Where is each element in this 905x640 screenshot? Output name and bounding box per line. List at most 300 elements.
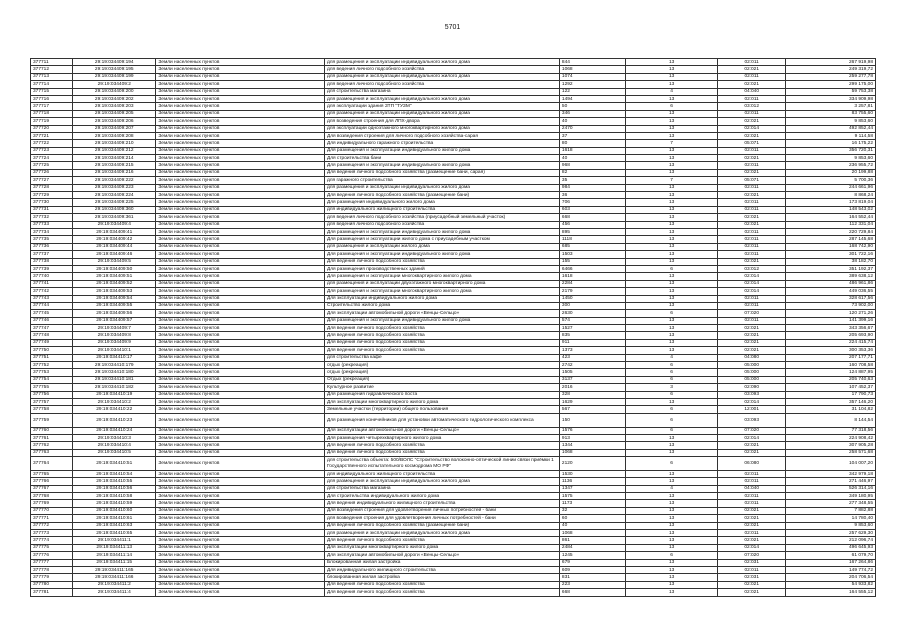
area-cell: 685 [559,243,625,250]
row-number-cell: 377745 [31,310,73,317]
table-row [31,228,876,235]
table-row [31,500,876,507]
use-code-cell: 02:021 [717,537,785,544]
area-cell: 60 [559,515,625,522]
cadastral-number-cell: 29:19:034410:54 [73,470,156,477]
cadastral-value-cell: 77 318,56 [786,427,876,434]
group-code-cell: 13 [626,280,718,287]
permitted-use-cell: для строительства магазина [324,88,559,95]
permitted-use-cell: Для ведения личного подсобного хозяйства [324,589,559,596]
permitted-use-cell: Для размещения и эксплуатации индивидуального жилого дома [324,251,559,258]
cadastral-value-cell: 300 353,36 [786,347,876,354]
table-row [31,376,876,383]
group-code-cell: 13 [626,184,718,191]
cadastral-value-cell: 496 645,93 [786,544,876,551]
cadastral-value-cell: 349 180,95 [786,493,876,500]
permitted-use-cell: Земельные участки (территории) общего пользования [324,406,559,413]
table-row [31,184,876,191]
cadastral-value-cell: 224 908,42 [786,434,876,441]
land-category-cell: Земли населенных пунктов [156,140,325,147]
use-code-cell: 02:021 [717,507,785,514]
permitted-use-cell: для индивидуального жилищного строительства [324,470,559,477]
land-category-cell: Земли населенных пунктов [156,59,325,66]
cadastral-number-cell: 29:19:034409:203 [73,103,156,110]
area-cell: 706 [559,199,625,206]
cadastral-value-cell: 244 661,96 [786,184,876,191]
cadastral-number-cell: 29:19:034409:7 [73,325,156,332]
land-category-cell: Земли населенных пунктов [156,199,325,206]
area-cell: 346 [559,110,625,117]
area-cell: 1494 [559,95,625,102]
area-cell: 1576 [559,427,625,434]
permitted-use-cell: отдых (рекреация) [324,362,559,369]
area-cell: 1245 [559,552,625,559]
group-code-cell: 13 [626,398,718,405]
row-number-cell: 377780 [31,581,73,588]
area-cell: 1347 [559,485,625,492]
table-row [31,103,876,110]
row-number-cell: 377762 [31,442,73,449]
cadastral-value-cell: 107 452,37 [786,384,876,391]
table-row [31,427,876,434]
use-code-cell: 02:021 [717,258,785,265]
permitted-use-cell: Для эксплуатации автомобильной дороги «Венцы-Сельцо» [324,427,559,434]
table-row [31,493,876,500]
area-cell: 155 [559,258,625,265]
area-cell: 2630 [559,310,625,317]
cadastral-number-cell: 29:19:034411:2 [73,581,156,588]
permitted-use-cell: Строительство жилого дома [324,302,559,309]
area-cell: 861 [559,537,625,544]
use-code-cell: 03:012 [717,103,785,110]
area-cell: 223 [559,581,625,588]
group-code-cell: 6 [626,406,718,413]
permitted-use-cell: Для размещения и эксплуатации индивидуального жилого дома [324,228,559,235]
land-category-cell: Земли населенных пунктов [156,485,325,492]
table-row [31,88,876,95]
cadastral-number-cell: 29:19:034410:55 [73,478,156,485]
use-code-cell: 05:000 [717,376,785,383]
permitted-use-cell: для возведения строения для удовлетворения личных потребностей - бани [324,515,559,522]
row-number-cell: 377757 [31,398,73,405]
row-number-cell: 377771 [31,515,73,522]
cadastral-number-cell: 29:19:034409:224 [73,192,156,199]
use-code-cell: 02:011 [717,162,785,169]
table-row [31,95,876,102]
row-number-cell: 377774 [31,537,73,544]
row-number-cell: 377756 [31,391,73,398]
permitted-use-cell: Для размещения и эксплуатации многоквартирного жилого дома [324,273,559,280]
cadastral-value-cell: 449 036,55 [786,288,876,295]
area-cell: 1292 [559,81,625,88]
table-row [31,251,876,258]
row-number-cell: 377766 [31,478,73,485]
land-category-cell: Земли населенных пунктов [156,317,325,324]
area-cell: 32 [559,507,625,514]
row-number-cell: 377741 [31,280,73,287]
use-code-cell: 02:011 [717,530,785,537]
land-category-cell: Земли населенных пунктов [156,162,325,169]
land-category-cell: Земли населенных пунктов [156,574,325,581]
permitted-use-cell: для строительства кафе [324,354,559,361]
permitted-use-cell: для размещения и эксплуатации индивидуального жилого дома [324,530,559,537]
land-category-cell: Земли населенных пунктов [156,507,325,514]
area-cell: 328 [559,391,625,398]
row-number-cell: 377723 [31,147,73,154]
cadastral-number-cell: 29:19:034409:52 [73,280,156,287]
permitted-use-cell: Для ведения личного подсобного хозяйства (размещение бани) [324,192,559,199]
group-code-cell: 13 [626,500,718,507]
land-category-cell: Земли населенных пунктов [156,391,325,398]
cadastral-value-cell: 112 331,04 [786,221,876,228]
row-number-cell: 377765 [31,470,73,477]
use-code-cell: 02:021 [717,214,785,221]
cadastral-number-cell: 29:19:034409:214 [73,155,156,162]
cadastral-number-cell: 29:19:034409:210 [73,140,156,147]
group-code-cell: 13 [626,243,718,250]
land-category-cell: Земли населенных пунктов [156,251,325,258]
permitted-use-cell: для гаражного строительства [324,177,559,184]
cadastral-value-cell: 164 555,12 [786,589,876,596]
land-category-cell: Земли населенных пунктов [156,221,325,228]
group-code-cell: 13 [626,589,718,596]
group-code-cell: 13 [626,434,718,441]
cadastral-number-cell: 29:19:034409:216 [73,169,156,176]
cadastral-number-cell: 29:19:034410:181 [73,376,156,383]
use-code-cell: 02:021 [717,66,785,73]
cadastral-value-cell: 149 774,72 [786,566,876,573]
permitted-use-cell: Для ведения личного подсобного хозяйства [324,339,559,346]
cadastral-number-cell: 29:19:034409:215 [73,162,156,169]
area-cell: 895 [559,228,625,235]
cadastral-value-cell: 212 096,74 [786,537,876,544]
table-row [31,530,876,537]
table-row [31,280,876,287]
group-code-cell: 13 [626,147,718,154]
permitted-use-cell: блокированная жилая застройка [324,574,559,581]
table-body [31,59,876,597]
cadastral-number-cell: 29:19:034410:60 [73,507,156,514]
group-code-cell: 13 [626,162,718,169]
area-cell: 1450 [559,295,625,302]
area-cell: 1344 [559,442,625,449]
table-row [31,507,876,514]
table-row [31,214,876,221]
group-code-cell: 13 [626,522,718,529]
row-number-cell: 377738 [31,258,73,265]
row-number-cell: 377737 [31,251,73,258]
area-cell: 1618 [559,273,625,280]
table-row [31,221,876,228]
group-code-cell: 13 [626,132,718,139]
cadastral-number-cell: 29:19:034409:212 [73,147,156,154]
land-category-cell: Земли населенных пунктов [156,369,325,376]
use-code-cell: 02:011 [717,147,785,154]
row-number-cell: 377711 [31,59,73,66]
row-number-cell: 377726 [31,169,73,176]
use-code-cell: 02:014 [717,273,785,280]
row-number-cell: 377748 [31,332,73,339]
cadastral-value-cell: 9 114,58 [786,132,876,139]
cadastral-number-cell: 29:19:034409:42 [73,236,156,243]
area-cell: 2742 [559,362,625,369]
cadastral-value-cell: 9 853,60 [786,155,876,162]
use-code-cell: 02:011 [717,251,785,258]
cadastral-value-cell: 343 356,67 [786,325,876,332]
group-code-cell: 13 [626,537,718,544]
table-row [31,325,876,332]
row-number-cell: 377717 [31,103,73,110]
land-category-cell: Земли населенных пунктов [156,384,325,391]
land-category-cell: Земли населенных пунктов [156,325,325,332]
use-code-cell: 07:020 [717,427,785,434]
area-cell: 913 [559,434,625,441]
cadastral-number-cell: 29:19:034410:1 [73,347,156,354]
area-cell: 1629 [559,398,625,405]
group-code-cell: 4 [626,354,718,361]
use-code-cell: 02:021 [717,449,785,456]
permitted-use-cell: Для эксплуатации автомобильной дороги «Венцы-Сельцо» [324,552,559,559]
land-category-cell: Земли населенных пунктов [156,295,325,302]
use-code-cell: 02:021 [717,589,785,596]
land-category-cell: Земли населенных пунктов [156,258,325,265]
table-row [31,177,876,184]
cadastral-value-cell: 526 314,16 [786,485,876,492]
group-code-cell: 6 [626,457,718,471]
use-code-cell: 06:080 [717,457,785,471]
land-category-cell: Земли населенных пунктов [156,228,325,235]
use-code-cell: 02:021 [717,325,785,332]
use-code-cell: 02:014 [717,125,785,132]
table-row [31,140,876,147]
group-code-cell: 13 [626,442,718,449]
land-category-cell: Земли населенных пунктов [156,66,325,73]
row-number-cell: 377759 [31,413,73,427]
row-number-cell: 377763 [31,449,73,456]
cadastral-number-cell: 29:19:034411:14 [73,552,156,559]
cadastral-number-cell: 29:19:034409:4 [73,221,156,228]
permitted-use-cell: Для ведения личного подсобного хозяйства [324,442,559,449]
use-code-cell: 02:014 [717,280,785,287]
use-code-cell: 02:011 [717,236,785,243]
cadastral-number-cell: 29:19:034409:57 [73,317,156,324]
area-cell: 1068 [559,66,625,73]
area-cell: 1505 [559,369,625,376]
land-category-cell: Земли населенных пунктов [156,581,325,588]
cadastral-number-cell: 29:19:034410:63 [73,522,156,529]
cadastral-number-cell: 29:19:034410:61 [73,515,156,522]
area-cell: 1068 [559,449,625,456]
permitted-use-cell: для строительства магазина [324,485,559,492]
use-code-cell: 02:011 [717,566,785,573]
table-row [31,581,876,588]
cadastral-number-cell: 29:19:034409:53 [73,288,156,295]
land-category-cell: Земли населенных пунктов [156,398,325,405]
cadastral-number-cell: 29:19:034409:51 [73,273,156,280]
permitted-use-cell: для индивидуального жилищного строительства [324,206,559,213]
cadastral-value-cell: 342 979,18 [786,470,876,477]
permitted-use-cell: для размещения и эксплуатации индивидуального жилого дома [324,184,559,191]
land-category-cell: Земли населенных пунктов [156,406,325,413]
use-code-cell: 02:011 [717,95,785,102]
use-code-cell: 02:011 [717,206,785,213]
area-cell: 2284 [559,280,625,287]
use-code-cell: 05:000 [717,369,785,376]
cadastral-number-cell: 29:19:034410:58 [73,493,156,500]
row-number-cell: 377773 [31,530,73,537]
row-number-cell: 377739 [31,265,73,272]
group-code-cell: 13 [626,493,718,500]
group-code-cell: 13 [626,81,718,88]
land-category-cell: Земли населенных пунктов [156,559,325,566]
table-row [31,347,876,354]
cadastral-value-cell: 307 905,28 [786,442,876,449]
row-number-cell: 377778 [31,566,73,573]
cadastral-value-cell: 104 007,20 [786,457,876,471]
cadastral-value-cell: 257 629,30 [786,530,876,537]
row-number-cell: 377714 [31,81,73,88]
row-number-cell: 377769 [31,500,73,507]
row-number-cell: 377724 [31,155,73,162]
group-code-cell: 13 [626,507,718,514]
cadastral-number-cell: 29:19:034409:46 [73,251,156,258]
row-number-cell: 377720 [31,125,73,132]
cadastral-value-cell: 357 146,20 [786,398,876,405]
area-cell: 1173 [559,500,625,507]
area-cell: 40 [559,118,625,125]
permitted-use-cell: Для ведения личного подсобного хозяйства [324,537,559,544]
row-number-cell: 377775 [31,544,73,551]
land-category-cell: Земли населенных пунктов [156,110,325,117]
row-number-cell: 377732 [31,214,73,221]
permitted-use-cell: Для индивидуального жилищного строительства [324,566,559,573]
cadastral-value-cell: 168 742,90 [786,243,876,250]
use-code-cell: 02:011 [717,228,785,235]
group-code-cell: 13 [626,544,718,551]
permitted-use-cell: Для размещения и эксплуатации многоквартирного жилого дома [324,288,559,295]
permitted-use-cell: для размещения и эксплуатации индивидуального жилого дома [324,95,559,102]
use-code-cell: 07:020 [717,552,785,559]
cadastral-number-cell: 29:19:034409:54 [73,295,156,302]
permitted-use-cell: для ведения личного подсобного хозяйства [324,81,559,88]
cadastral-value-cell: 224 415,74 [786,339,876,346]
land-category-cell: Земли населенных пунктов [156,132,325,139]
cadastral-value-cell: 258 571,68 [786,449,876,456]
table-row [31,449,876,456]
permitted-use-cell: для размещения и эксплуатации индивидуального жилого дома [324,478,559,485]
permitted-use-cell: Для возведения строения для удовлетворения личных потребностей - бани [324,507,559,514]
table-row [31,589,876,596]
land-category-cell: Земли населенных пунктов [156,537,325,544]
permitted-use-cell: для размещения и эксплуатации двухэтажного многоквартирного дома [324,280,559,287]
use-code-cell: 02:021 [717,118,785,125]
group-code-cell: 13 [626,347,718,354]
group-code-cell: 13 [626,125,718,132]
row-number-cell: 377715 [31,88,73,95]
group-code-cell: 6 [626,552,718,559]
area-cell: 844 [559,59,625,66]
permitted-use-cell: Для размещения гидравлического поста [324,391,559,398]
table-row [31,147,876,154]
use-code-cell: 04:040 [717,485,785,492]
permitted-use-cell: для эксплуатации одноэтажного многоквартирного жилого дома [324,125,559,132]
cadastral-value-cell: 220 729,84 [786,228,876,235]
row-number-cell: 377750 [31,347,73,354]
cadastral-value-cell: 277 348,55 [786,500,876,507]
row-number-cell: 377747 [31,325,73,332]
cadastral-value-cell: 207 177,71 [786,354,876,361]
cadastral-number-cell: 29:19:034409:44 [73,243,156,250]
cadastral-value-cell: 120 271,26 [786,310,876,317]
row-number-cell: 377736 [31,243,73,250]
area-cell: 1503 [559,251,625,258]
group-code-cell: 13 [626,449,718,456]
permitted-use-cell: Для ведения личного подсобного хозяйства [324,347,559,354]
use-code-cell: 02:021 [717,221,785,228]
permitted-use-cell: Для эксплуатации многоквартирного жилого дома [324,398,559,405]
land-category-cell: Земли населенных пунктов [156,177,325,184]
permitted-use-cell: Для размещения и эксплуатации жилого дома с приусадебным участком [324,236,559,243]
row-number-cell: 377754 [31,376,73,383]
use-code-cell: 02:031 [717,574,785,581]
cadastral-value-cell: 141 399,16 [786,317,876,324]
table-row [31,413,876,427]
cadastral-number-cell: 29:19:034410:22 [73,406,156,413]
cadastral-value-cell: 61 079,70 [786,552,876,559]
table-row [31,398,876,405]
cadastral-value-cell: 5 700,36 [786,177,876,184]
cadastral-value-cell: 356 720,31 [786,147,876,154]
area-cell: 456 [559,221,625,228]
area-cell: 668 [559,589,625,596]
area-cell: 3137 [559,376,625,383]
row-number-cell: 377740 [31,273,73,280]
cadastral-value-cell: 16 175,22 [786,140,876,147]
cadastral-value-cell: 167 264,86 [786,559,876,566]
land-category-cell: Земли населенных пунктов [156,147,325,154]
cadastral-number-cell: 29:19:034409:207 [73,125,156,132]
use-code-cell: 02:011 [717,302,785,309]
table-row [31,442,876,449]
row-number-cell: 377777 [31,559,73,566]
land-category-cell: Земли населенных пунктов [156,169,325,176]
cadastral-number-cell: 29:19:034409:5 [73,258,156,265]
row-number-cell: 377776 [31,552,73,559]
cadastral-value-cell: 328 617,56 [786,295,876,302]
table-row [31,59,876,66]
permitted-use-cell: Для ведения личного подсобного хозяйства [324,581,559,588]
land-category-cell: Земли населенных пунктов [156,103,325,110]
land-category-cell: Земли населенных пунктов [156,376,325,383]
group-code-cell: 13 [626,155,718,162]
table-row [31,332,876,339]
table-row [31,485,876,492]
permitted-use-cell: для ведения личного подсобного хозяйства [324,66,559,73]
cadastral-value-cell: 73 902,00 [786,302,876,309]
area-cell: 1618 [559,147,625,154]
group-code-cell: 6 [626,362,718,369]
cadastral-value-cell: 17 790,73 [786,391,876,398]
permitted-use-cell: Для размещения и эксплуатации индивидуального жилого дома [324,317,559,324]
area-cell: 668 [559,214,625,221]
use-code-cell: 02:011 [717,500,785,507]
group-code-cell: 4 [626,88,718,95]
area-cell: 1575 [559,493,625,500]
cadastral-value-cell: 20 199,88 [786,169,876,176]
group-code-cell: 13 [626,221,718,228]
table-row [31,169,876,176]
land-category-cell: Земли населенных пунктов [156,288,325,295]
